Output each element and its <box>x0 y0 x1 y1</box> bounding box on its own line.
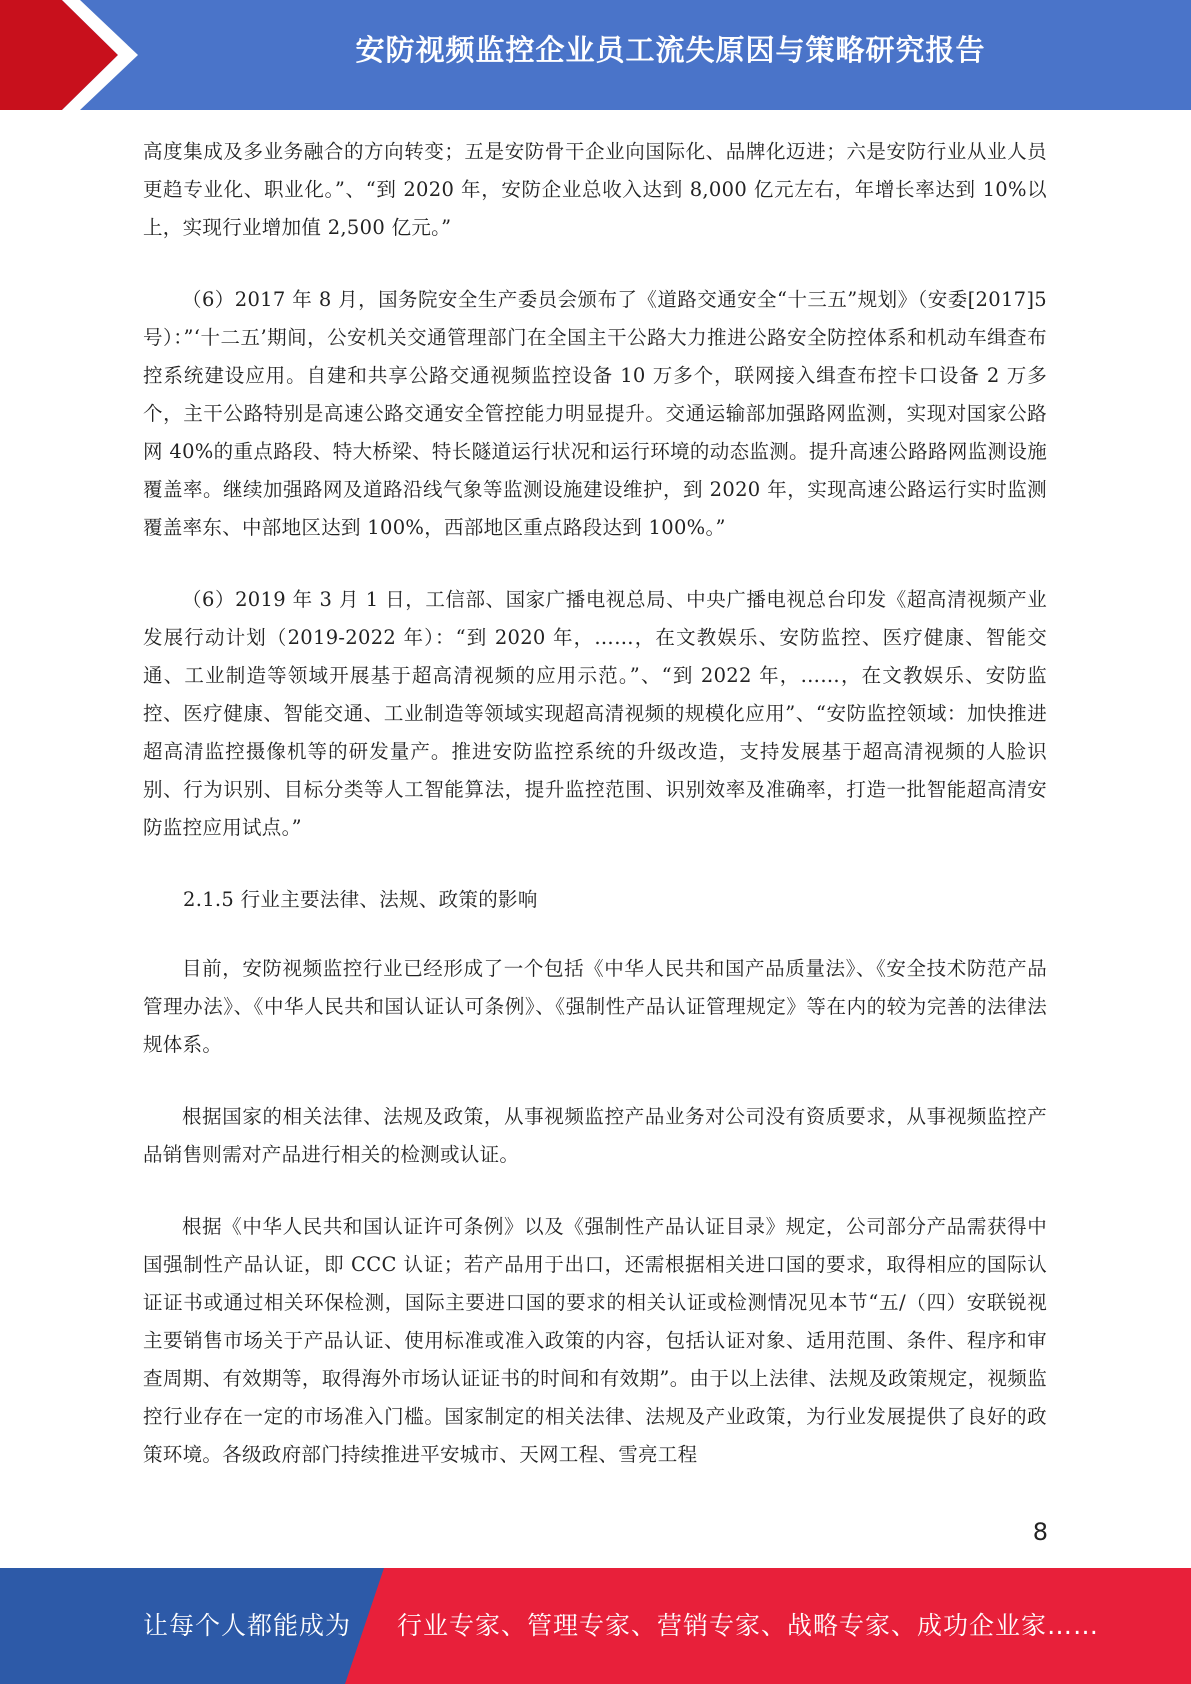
page-header <box>0 0 1191 110</box>
paragraph-road-safety-plan: （6）2017 年 8 月，国务院安全生产委员会颁布了《道路交通安全“十三五”规划》（安委[2017]5 号）：”‘十二五’期间，公安机关交通管理部门在全国主干公路大力推进公路安全防控体系和机动车缉查布控系统建设应用。自建和共享公路交通视频监控设备 10 万多个，联网接入缉查布控卡口设备 2 万多个，主干公路特别是高速公路交通安全管控能力明显提升。交通运输部加强路网监测，实现对国家公路网 40%的重点路段、特大桥梁、特长隧道运行状况和运行环境的动态监测。提升高速公路路网监测设施覆盖率。继续加强路网及道路沿线气象等监测设施建设维护，到 2020 年，实现高速公路运行实时监测覆盖率东、中部地区达到 100%，西部地区重点路段达到 100%。” <box>143 288 1047 539</box>
page-number: 8 <box>1032 1518 1048 1546</box>
page-footer <box>0 1568 1191 1684</box>
paragraph-legal-framework: 目前，安防视频监控行业已经形成了一个包括《中华人民共和国产品质量法》、《安全技术防范产品管理办法》、《中华人民共和国认证认可条例》、《强制性产品认证管理规定》等在内的较为完善的法律法规体系。 <box>143 957 1047 1056</box>
footer-slogan-list: 行业专家、管理专家、营销专家、战略专家、成功企业家…… <box>397 1611 1100 1640</box>
paragraph-uhd-video-plan: （6）2019 年 3 月 1 日，工信部、国家广播电视总局、中央广播电视总台印发《超高清视频产业发展行动计划（2019-2022 年）：“到 2020 年，……，在文教娱乐、安防监控、医疗健康、智能交通、工业制造等领域开展基于超高清视频的应用示范。”、“到 2022 年，……，在文教娱乐、安防监控、医疗健康、智能交通、工业制造等领域实现超高清视频的规模化应用”、“安防监控领域：加快推进超高清监控摄像机等的研发量产。推进安防监控系统的升级改造，支持发展基于超高清视频的人脸识别、行为识别、目标分类等人工智能算法，提升监控范围、识别效率及准确率，打造一批智能超高清安防监控应用试点。” <box>143 588 1047 839</box>
document-body <box>143 133 1047 1474</box>
paragraph-qualification: 根据国家的相关法律、法规及政策，从事视频监控产品业务对公司没有资质要求，从事视频监控产品销售则需对产品进行相关的检测或认证。 <box>143 1105 1047 1166</box>
document-title: 安防视频监控企业员工流失原因与策略研究报告 <box>355 33 986 67</box>
paragraph-certification: 根据《中华人民共和国认证许可条例》以及《强制性产品认证目录》规定，公司部分产品需获得中国强制性产品认证，即 CCC 认证；若产品用于出口，还需根据相关进口国的要求，取得相应的国际认证证书或通过相关环保检测，国际主要进口国的要求的相关认证或检测情况见本节“五/（四）安联锐视主要销售市场关于产品认证、使用标准或准入政策的内容，包括认证对象、适用范围、条件、程序和审查周期、有效期等，取得海外市场认证证书的时间和有效期”。由于以上法律、法规及政策规定，视频监控行业存在一定的市场准入门槛。国家制定的相关法律、法规及产业政策，为行业发展提供了良好的政策环境。各级政府部门持续推进平安城市、天网工程、雪亮工程 <box>143 1215 1047 1466</box>
header-arrow-decoration <box>0 0 150 110</box>
paragraph-continuation: 高度集成及多业务融合的方向转变；五是安防骨干企业向国际化、品牌化迈进；六是安防行业从业人员更趋专业化、职业化。”、“到 2020 年，安防企业总收入达到 8,000 亿元左右，年增长率达到 10%以上，实现行业增加值 2,500 亿元。” <box>143 140 1047 239</box>
footer-slogan-lead: 让每个人都能成为 <box>143 1611 352 1640</box>
section-heading: 2.1.5 行业主要法律、法规、政策的影响 <box>183 888 538 911</box>
